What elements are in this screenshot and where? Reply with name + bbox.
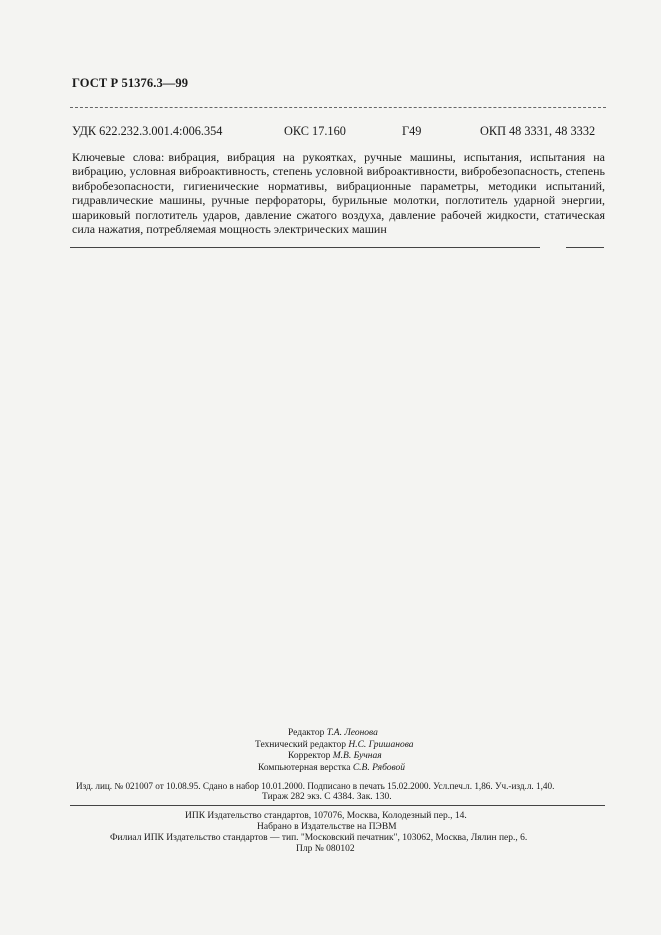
publication-line-1: Изд. лиц. № 021007 от 10.08.95. Сдано в набор 10.01.2000. Подписано в печать 15.02.2000. Усл.печ.л. 1,86. Уч.-изд.л. 1,40.	[76, 781, 555, 791]
imprint-line-2: Набрано в Издательстве на ПЭВМ	[257, 822, 397, 832]
layout-name: С.В. Рябовой	[352, 762, 405, 773]
tech-editor-role: Технический редактор	[255, 739, 346, 750]
corrector-name: М.В. Бучная	[332, 751, 382, 761]
okp-code: ОКП 48 3331, 48 3332	[480, 124, 596, 138]
header-divider	[70, 107, 606, 108]
keywords-text: вибрация, вибрация на рукоятках, ручные машины, испытания, испытания на вибрацию, условная виброактивность, степень условной виброактивности, вибробезопасность, степень вибробезопасности, гигиенические нормативы, вибрационные параметры, методики испытаний, гидравлические машины, ручные перфораторы, бурильные молотки, поглотитель ударной энергии, шариковый поглотитель ударов, давление сжатого воздуха, давление рабочей жидкости, статическая сила нажатия, потребляемая мощность электрических машин	[72, 150, 605, 237]
imprint-line-4: Плр № 080102	[296, 844, 355, 854]
udc-code: УДК 622.232.3.001.4:006.354	[72, 124, 223, 138]
tech-editor-name: Н.С. Гришанова	[348, 739, 414, 750]
tech-editor-line	[255, 740, 414, 751]
imprint-line-3: Филиал ИПК Издательство стандартов — тип. "Московский печатник", 103062, Москва, Лялин пер., 6.	[110, 833, 528, 843]
standard-number: ГОСТ Р 51376.3—99	[72, 76, 189, 90]
keywords-divider-end	[566, 247, 604, 248]
editor-name: Т.А. Леонова	[326, 728, 378, 738]
layout-role: Компьютерная верстка	[258, 762, 351, 773]
editor-role: Редактор	[288, 728, 325, 738]
oks-code: ОКС 17.160	[284, 124, 346, 138]
classification-row	[72, 124, 606, 140]
editor-line	[288, 728, 378, 739]
keywords-paragraph	[72, 150, 605, 236]
imprint-line-1: ИПК Издательство стандартов, 107076, Москва, Колодезный пер., 14.	[185, 811, 467, 821]
group-code: Г49	[402, 124, 422, 138]
keywords-divider	[70, 247, 540, 248]
corrector-line	[288, 751, 382, 762]
corrector-role: Корректор	[288, 751, 331, 761]
layout-line	[258, 763, 405, 774]
publication-line-2: Тираж 282 экз. С 4384. Зак. 130.	[262, 792, 392, 802]
keywords-label: Ключевые слова:	[72, 150, 165, 164]
imprint-divider	[70, 805, 605, 806]
